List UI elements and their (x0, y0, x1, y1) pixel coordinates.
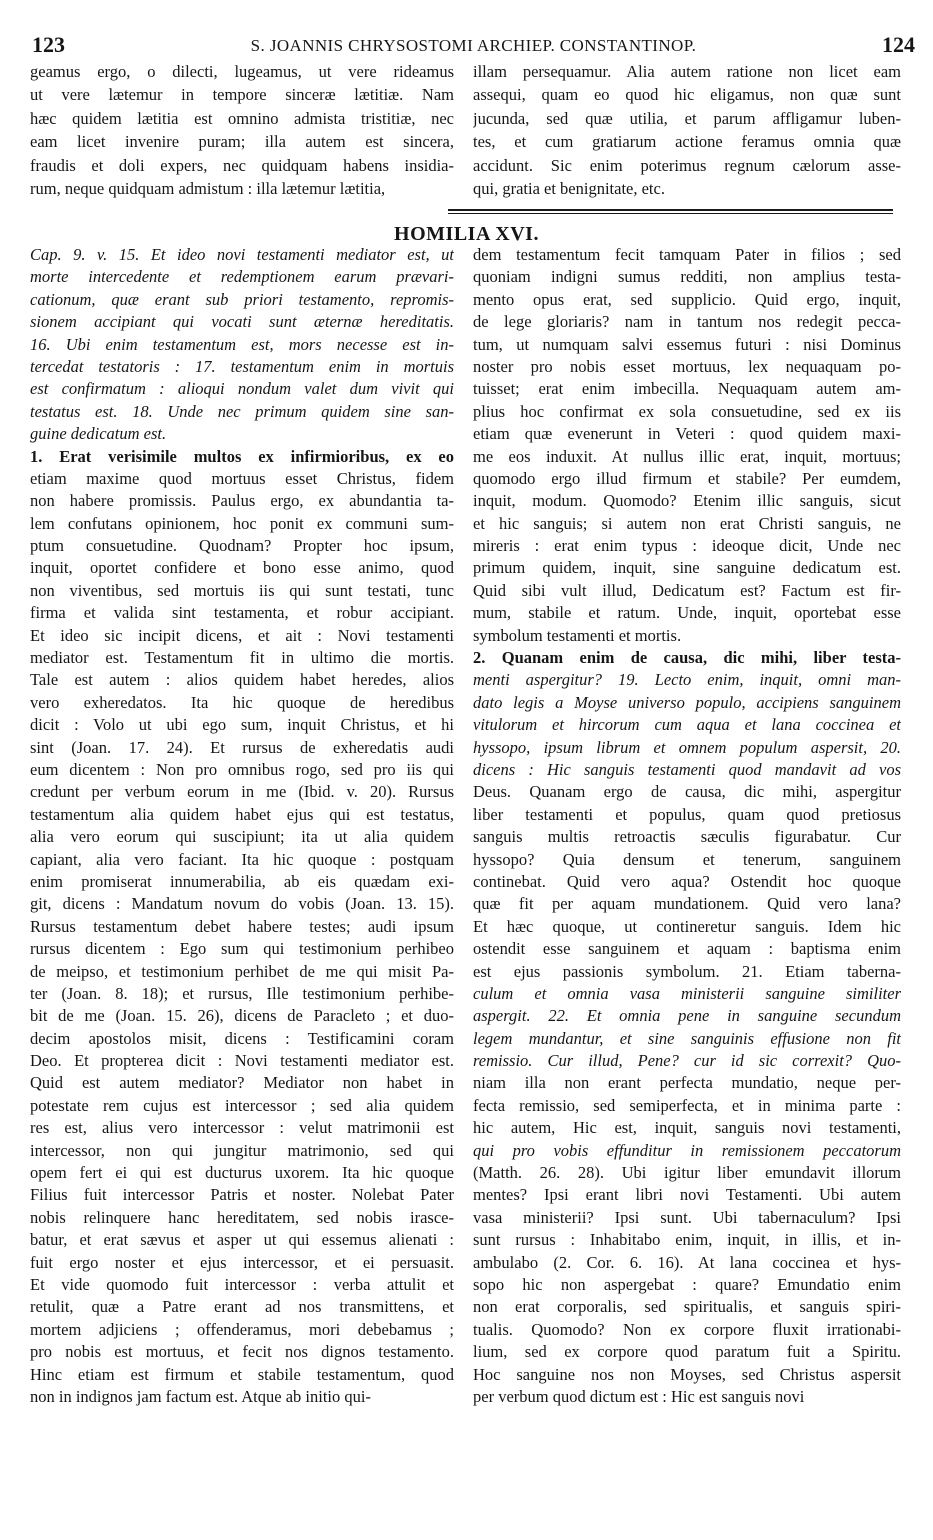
text-line: rursus dicentem : Ego sum qui testimonium perhibeo (30, 939, 454, 959)
text-line: Deo. Et propterea dicit : Novi testamenti mediator est. (30, 1051, 454, 1071)
text-line: 1. Erat verisimile multos ex infirmioribus, ex eo (30, 446, 454, 466)
text-line: batur, et erat sævus et asper ut qui essemus alienati : (30, 1230, 454, 1250)
text-line: est confirmatum : alioqui nondum valet dum vivit qui (30, 379, 454, 399)
text-line: Rursus testamentum debet habere testes; audi ipsum (30, 916, 454, 936)
text-line: dicit : Volo ut ubi ego sum, inquit Christus, et hi (30, 715, 454, 735)
text-line: Hoc sanguine nos non Moyses, sed Christus aspersit (473, 1364, 901, 1384)
text-line: opem fert ei qui est ducturus uxorem. Ita hic quoque (30, 1163, 454, 1183)
text-line: noster pro nobis esset mortuus, lex nequaquam po- (473, 356, 901, 376)
text-line: liber testamenti et populus, quam quod pretiosus (473, 804, 901, 824)
text-line: continebat. Quid vero aqua? Ostendit hoc quoque (473, 871, 901, 891)
text-line: capiant, alia vero faciant. Ita hic quoque : postquam (30, 849, 454, 869)
text-line: ambulabo (2. Cor. 6. 16). At lana coccinea et hys- (473, 1252, 901, 1272)
text-line: etiam quæ evenerunt in Veteri : quod quidem maxi- (473, 424, 901, 444)
text-line: plius hoc confirmat ex sola consuetudine, sed ex iis (473, 401, 901, 421)
text-line: Quid est autem mediator? Mediator non habet in (30, 1073, 454, 1093)
text-line: vasa ministerii? Ipsi sunt. Ubi tabernaculum? Ipsi (473, 1207, 901, 1227)
text-line: sunt rursus : Inhabitabo enim, inquit, in illis, et in- (473, 1230, 901, 1250)
text-line: 16. Ubi enim testamentum est, mors necesse est in- (30, 334, 454, 354)
text-line: Et vide quomodo fuit intercessor : verba attulit et (30, 1274, 454, 1294)
text-line: symbolum testamenti et mortis. (473, 625, 682, 645)
text-line: accidunt. Sic enim poterimus regnum cælorum asse- (473, 155, 901, 175)
text-line: mortem adjiciens ; offenderamus, mori debebamus ; (30, 1319, 454, 1339)
text-line: dicens : Hic sanguis testamenti quod mandavit ad vos (473, 759, 901, 779)
text-line: geamus ergo, o dilecti, lugeamus, ut vere rideamus (30, 62, 454, 81)
text-line: potestate rem cujus est intercessor ; sed alia quidem (30, 1095, 454, 1115)
text-line: ostendit esse sanguinem et aquam : baptisma enim (473, 939, 901, 959)
text-line: primum quidem, inquit, sine sanguine dedicatum est. (473, 558, 901, 578)
text-line: quomodo ergo illud firmum et stabile? Per eumdem, (473, 468, 901, 488)
text-line: et hic sanguis; si autem non erat Christi sanguis, ne (473, 513, 901, 533)
text-line: de meipso, et testimonium perhibet de me qui misit Pa- (30, 961, 454, 981)
text-line: enim promiserat innumerabilia, ab eis quædam exi- (30, 871, 454, 891)
intro-right-column (473, 60, 901, 200)
text-line: Filius fuit intercessor Patris et noster. Nolebat Pater (30, 1185, 454, 1205)
intro-left-column (30, 60, 454, 200)
text-line: non in indignos jam factum est. Atque ab initio qui- (30, 1386, 371, 1406)
text-line: tum, ut numquam salvi essemus futuri : nisi Dominus (473, 334, 901, 354)
text-line: pro nobis est mortuus, et fecit nos dignos testamento. (30, 1342, 454, 1362)
text-line: hic autem, Hic est, inquit, sanguis novi testamenti, (473, 1118, 901, 1138)
text-line: etiam maxime quod mortuus esset Christus, fidem (30, 468, 454, 488)
text-line: bit de me (Joan. 15. 26), dicens de Paracleto ; et duo- (30, 1006, 454, 1026)
text-line: decim apostolos misit, dicens : Testificamini coram (30, 1028, 454, 1048)
text-line: Tale est autem : alios quidem habet heredes, alios (30, 670, 454, 690)
text-line: mireris : erat enim typus : ideoque dicit, Unde nec (473, 536, 901, 556)
text-line: menti aspergitur? 19. Lecto enim, inquit, omni man- (473, 670, 901, 690)
section-rule-thin (448, 213, 893, 214)
text-line: quæ fit per aquam mundationem. Quid vero lana? (473, 894, 901, 914)
text-line: alia vero eorum qui suscipiunt; ita ut alia quidem (30, 827, 454, 847)
left-column-text (30, 244, 454, 1408)
text-line: eam licet invenire puram; illa autem est sincera, (30, 132, 454, 152)
text-line: rum, neque quidquam admistum : illa lætemur lætitia, (30, 178, 386, 198)
text-line: vero exheredatos. Ita hic quoque de heredibus (30, 692, 454, 712)
text-line: retulit, quæ a Patre erant ad nos transmittens, et (30, 1297, 454, 1317)
text-line: inquit, oportet confidere et bono esse animo, quod (30, 558, 454, 578)
text-line: mum, stabile et ratum. Unde, inquit, oportebat esse (473, 603, 901, 623)
text-line: illam persequamur. Alia autem ratione non licet eam (473, 62, 901, 81)
page-number-left: 123 (32, 32, 65, 57)
text-line: tes, et cum gratiarum actione feramus omnia quæ (473, 132, 901, 152)
text-line: sionem accipiant qui vocati sunt æternæ hereditatis. (30, 312, 454, 332)
text-line: hyssopo? Quia densum et tenerum, sanguinem (473, 849, 901, 869)
text-line: qui, gratia et benignitate, etc. (473, 178, 665, 198)
text-line: sanguis multis retroactis sæculis figurabatur. Cur (473, 827, 901, 847)
text-line: per verbum quod dictum est : Hic est sanguis novi (473, 1386, 805, 1406)
text-line: Deus. Quanam ergo de causa, dic mihi, aspergitur (473, 782, 901, 802)
text-line: quoniam indigni sumus redditi, non amplius testa- (473, 267, 901, 287)
text-line: credunt per verbum eorum in me (Ibid. v. 20). Rursus (30, 782, 454, 802)
homily-title: HOMILIA XVI. (394, 223, 539, 245)
running-title: S. JOANNIS CHRYSOSTOMI ARCHIEP. CONSTANTINOP. (250, 36, 697, 55)
text-line: mento opus erat, sed supplicio. Quid ergo, inquit, (473, 289, 901, 309)
text-line: hyssopo, ipsum librum et omnem populum aspersit, 20. (473, 737, 901, 757)
text-line: testamentum alia quidem habet ejus qui est testatus, (30, 804, 454, 824)
text-line: ptum consuetudine. Quodnam? Propter hoc ipsum, (30, 536, 454, 556)
text-line: Et ideo sic incipit dicens, et ait : Novi testamenti (30, 625, 454, 645)
text-line: inquit, modum. Quomodo? Etenim illic sanguis, sicut (473, 491, 901, 511)
text-line: firma et valida sint testamenta, et robur accipiant. (30, 603, 454, 623)
text-line: morte intercedente et redemptionem earum prævari- (30, 267, 454, 287)
text-line: hæc quidem lætitia est omnino admista tristitiæ, nec (30, 108, 454, 128)
text-line: testatus est. 18. Unde nec primum quidem sine san- (30, 401, 454, 421)
text-line: Quid sibi vult illud, Dedicatum est? Factum est fir- (473, 580, 901, 600)
text-line: Hinc etiam est firmum et stabile testamentum, quod (30, 1364, 454, 1384)
text-line: fecta remissio, sed semiperfecta, et in minima parte : (473, 1095, 901, 1115)
text-line: intercessor, non qui jungitur matrimonio, sed qui (30, 1140, 454, 1160)
text-line: mediator est. Testamentum fit in ultimo die mortis. (30, 648, 454, 668)
text-line: sint (Joan. 17. 24). Et rursus de exheredatis audi (30, 737, 454, 757)
text-line: tualis. Quomodo? Non ex corpore fluxit irrationabi- (473, 1319, 901, 1339)
text-line: Cap. 9. v. 15. Et ideo novi testamenti mediator est, ut (30, 245, 454, 264)
text-line: jucunda, sed quæ utilia, et parum affligamur luben- (473, 108, 901, 128)
text-line: est ejus passionis symbolum. 21. Etiam taberna- (473, 961, 901, 981)
text-line: fuit ergo noster et ejus intercessor, et ei persuasit. (30, 1252, 454, 1272)
text-line: assequi, quam eo quod hic eligamus, non quæ sunt (473, 85, 901, 105)
text-line: legem mundantur, et sine sanguinis effusione non fit (473, 1028, 901, 1048)
text-line: nobis relinquere hanc hereditatem, sed nobis irasce- (30, 1207, 454, 1227)
section-rule (448, 209, 893, 211)
text-line: dem testamentum fecit tamquam Pater in filios ; sed (473, 245, 901, 264)
text-line: qui pro vobis effunditur in remissionem peccatorum (473, 1140, 901, 1160)
right-column-text (473, 244, 901, 1408)
text-line: 2. Quanam enim de causa, dic mihi, liber testa- (473, 648, 901, 668)
text-line: guine dedicatum est. (30, 424, 167, 444)
page-header (30, 30, 917, 56)
text-line: fraudis et doli expers, nec quidquam habens insidia- (30, 155, 454, 175)
text-line: aspergit. 22. Et omnia pene in sanguine secundum (473, 1006, 901, 1026)
text-line: culum et omnia vasa ministerii sanguine similiter (473, 983, 901, 1003)
text-line: sopo hic non aspergebat : quare? Emundatio enim (473, 1274, 901, 1294)
text-line: dato legis a Moyse universo populo, accipiens sanguinem (473, 692, 901, 712)
text-line: remissio. Cur illud, Pene? cur id sic correxit? Quo- (473, 1051, 901, 1071)
text-line: tercedat testatoris : 17. testamentum enim in mortuis (30, 356, 454, 376)
text-line: lem confutans opinionem, hoc ponit ex communi sum- (30, 513, 454, 533)
text-line: de lege gloriaris? nam in tantum nos redegit pecca- (473, 312, 901, 332)
text-line: non viventibus, sed mortuis iis qui sunt testati, tunc (30, 580, 454, 600)
page-number-right: 124 (882, 32, 915, 57)
text-line: ter (Joan. 8. 18); et rursus, Ille testimonium perhibe- (30, 983, 454, 1003)
text-line: non habere promissis. Paulus ergo, ex abundantia ta- (30, 491, 454, 511)
text-line: (Matth. 26. 28). Ubi igitur liber emundavit illorum (473, 1163, 901, 1183)
text-line: non erat corporalis, sed spiritualis, et sanguis spiri- (473, 1297, 901, 1317)
text-line: niam illa non erant perfecta mundatio, neque per- (473, 1073, 901, 1093)
text-line: vitulorum et hircorum cum aqua et lana coccinea et (473, 715, 901, 735)
text-line: me eos induxit. At nullus illic erat, inquit, mortuus; (473, 446, 901, 466)
text-line: Et hæc quoque, ut contineretur sanguis. Idem hic (473, 916, 901, 936)
text-line: cationum, quæ erant sub priori testamento, repromis- (30, 289, 454, 309)
text-line: tuisset; erat enim imbecilla. Nequaquam autem am- (473, 379, 901, 399)
text-line: eum dicentem : Non pro omnibus rogo, sed pro iis qui (30, 759, 454, 779)
text-line: git, dicens : Mandatum novum do vobis (Joan. 13. 15). (30, 894, 454, 914)
text-line: mentes? Ipsi erant libri novi Testamenti. Ubi autem (473, 1185, 901, 1205)
text-line: ut vere lætemur in tempore sinceræ lætitiæ. Nam (30, 85, 454, 105)
text-line: lium, sed ex corpore quod paratum fuit a Spiritu. (473, 1342, 901, 1362)
text-line: res est, alius vero intercessor : velut matrimonii est (30, 1118, 454, 1138)
